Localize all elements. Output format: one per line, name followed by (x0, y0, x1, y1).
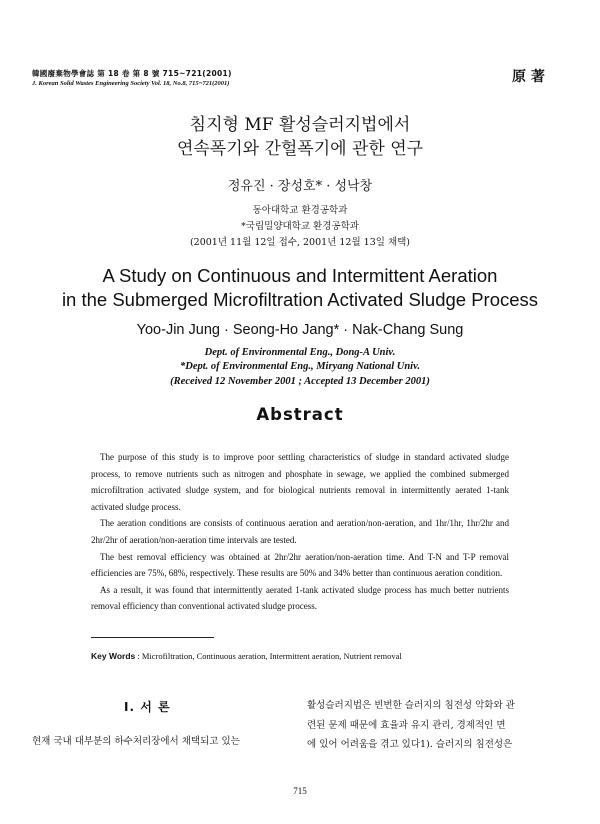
english-title-line1: A Study on Continuous and Intermittent Aeration (102, 265, 498, 286)
abstract-paragraph-2: The aeration conditions are consists of continuous aeration and aeration/non-aeration, and 1hr/1hr, 1hr/2hr and 2hr/2hr of aeration/non-aeration time intervals are tested. (91, 518, 509, 545)
page-number: 715 (293, 786, 307, 796)
korean-authors: 정유진 · 장성호* · 성낙창 (227, 179, 373, 194)
english-authors: Yoo-Jin Jung · Seong-Ho Jang* · Nak-Chang Sung (136, 322, 464, 338)
abstract-paragraph-3: The best removal efficiency was obtained at 2hr/2hr aeration/non-aeration time. And T-N and T-P removal efficiencies are 75%, 68%, respectively. These results are 50% and 34% better than continuous aeration condition. (91, 551, 509, 579)
keywords (91, 651, 402, 661)
english-title-line2: in the Submerged Microfiltration Activated Sludge Process (61, 289, 539, 310)
left-column-line-1: 현재 국내 대부분의 하수처리장에서 채택되고 있는 (32, 736, 240, 747)
korean-title-line1: 침지형 MF 활성슬러지법에서 (189, 115, 411, 135)
journal-korean-line: 韓國廢棄物學會誌 第 18 卷 第 8 號 715~721(2001) (32, 69, 232, 78)
korean-affiliation-1: 동아대학교 환경공학과 (252, 205, 348, 216)
section-heading-introduction: I. 서 론 (124, 700, 171, 714)
keywords-label: Key Words (91, 651, 136, 661)
abstract-paragraph-1: The purpose of this study is to improve poor settling characteristics of sludge in standard activated sludge process, to remove nutrients such as nitrogen and phosphate in sewage, we applied the combined submerged microfiltration activated sludge system, and for biological nutrients removal in intermittently aerated 1-tank activated sludge process. (91, 452, 509, 512)
journal-english-line: J. Korean Solid Wastes Engineering Society Vol. 18, No.8, 715~721(2001) (32, 80, 230, 87)
keywords-text: : Microfiltration, Continuous aeration, Intermittent aeration, Nutrient removal (135, 651, 402, 661)
right-column-line-3: 에 있어 어려움을 겪고 있다1). 슬러지의 침전성은 (307, 739, 513, 750)
right-column (307, 696, 569, 755)
abstract-body (91, 449, 509, 615)
abstract-paragraph-4: As a result, it was found that intermittently aerated 1-tank activated sludge process has much better nutrients removal efficiency than conventional activated sludge process. (91, 584, 509, 612)
english-affiliation-2: *Dept. of Environmental Eng., Miryang National Univ. (180, 361, 420, 372)
keywords-divider (91, 637, 214, 638)
article-type-tag: 原 著 (512, 69, 545, 85)
english-affiliation-1: Dept. of Environmental Eng., Dong-A Univ. (204, 347, 396, 358)
right-column-line-1: 활성슬러지법은 빈번한 슬러지의 침전성 악화와 관 (307, 700, 515, 711)
right-column-line-2: 련된 문제 때문에 효율과 유지 관리, 경제적인 면 (307, 719, 506, 731)
english-dates: (Received 12 November 2001 ; Accepted 13 December 2001) (170, 376, 430, 387)
abstract-heading: Abstract (256, 405, 344, 424)
korean-title-line2: 연속폭기와 간헐폭기에 관한 연구 (176, 139, 424, 159)
korean-affiliation-2: *국립밀양대학교 환경공학과 (241, 221, 359, 232)
korean-dates: (2001년 11월 12일 접수, 2001년 12월 13일 채택) (189, 237, 411, 248)
